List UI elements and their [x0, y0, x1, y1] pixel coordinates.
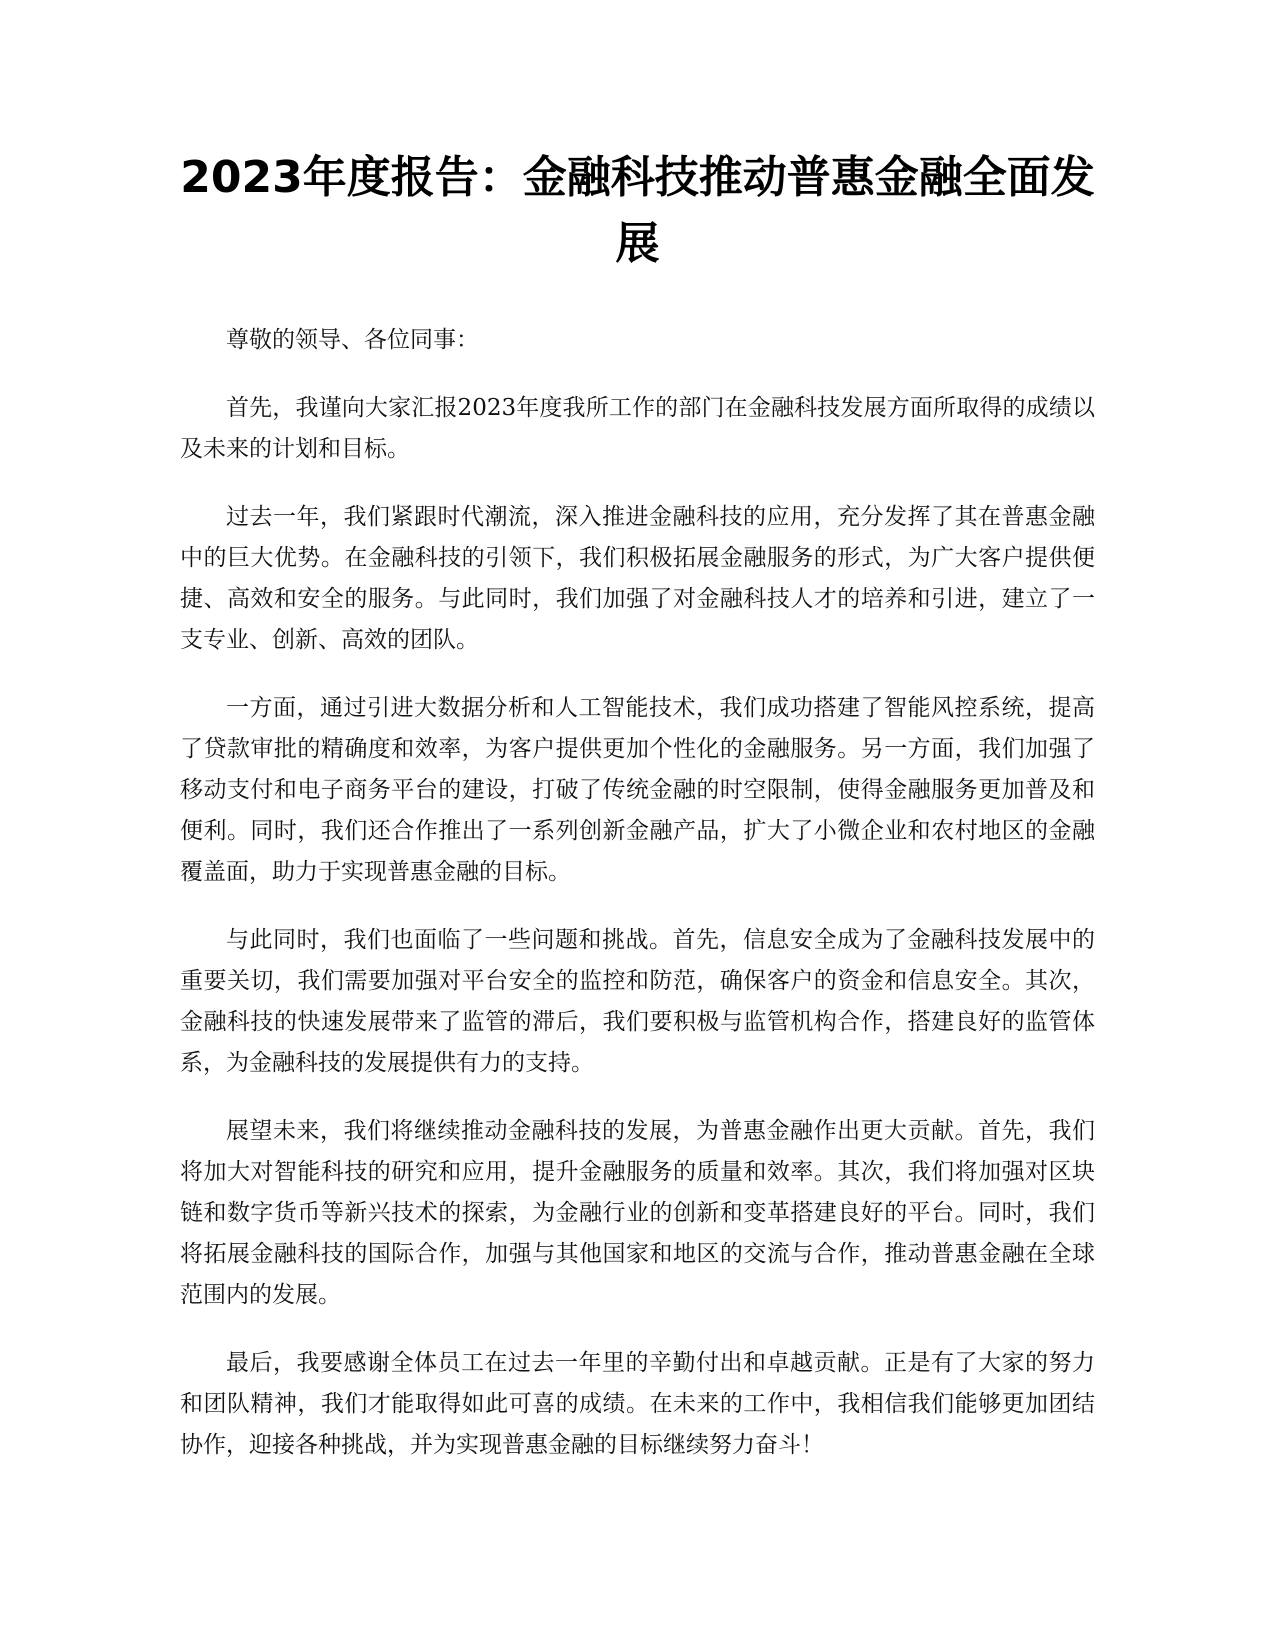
document-title: 2023年度报告：金融科技推动普惠金融全面发展 [180, 152, 1095, 269]
paragraph-salutation: 尊敬的领导、各位同事： [226, 327, 479, 353]
paragraph-intro: 首先，我谨向大家汇报2023年度我所工作的部门在金融科技发展方面所取得的成绩以及未来的计划和目标。 [180, 395, 1095, 462]
document-body [180, 320, 1095, 1493]
paragraph-achievements: 一方面，通过引进大数据分析和人工智能技术，我们成功搭建了智能风控系统，提高了贷款审批的精确度和效率，为客户提供更加个性化的金融服务。另一方面，我们加强了移动支付和电子商务平台的建设，打破了传统金融的时空限制，使得金融服务更加普及和便利。同时，我们还合作推出了一系列创新金融产品，扩大了小微企业和农村地区的金融覆盖面，助力于实现普惠金融的目标。 [180, 695, 1095, 885]
paragraph-challenges: 与此同时，我们也面临了一些问题和挑战。首先，信息安全成为了金融科技发展中的重要关切，我们需要加强对平台安全的监控和防范，确保客户的资金和信息安全。其次，金融科技的快速发展带来了监管的滞后，我们要积极与监管机构合作，搭建良好的监管体系，为金融科技的发展提供有力的支持。 [180, 927, 1095, 1076]
paragraph-outlook: 展望未来，我们将继续推动金融科技的发展，为普惠金融作出更大贡献。首先，我们将加大对智能科技的研究和应用，提升金融服务的质量和效率。其次，我们将加强对区块链和数字货币等新兴技术的探索，为金融行业的创新和变革搭建良好的平台。同时，我们将拓展金融科技的国际合作，加强与其他国家和地区的交流与合作，推动普惠金融在全球范围内的发展。 [180, 1118, 1095, 1308]
paragraph-past-year: 过去一年，我们紧跟时代潮流，深入推进金融科技的应用，充分发挥了其在普惠金融中的巨大优势。在金融科技的引领下，我们积极拓展金融服务的形式，为广大客户提供便捷、高效和安全的服务。与此同时，我们加强了对金融科技人才的培养和引进，建立了一支专业、创新、高效的团队。 [180, 504, 1095, 653]
paragraph-closing: 最后，我要感谢全体员工在过去一年里的辛勤付出和卓越贡献。正是有了大家的努力和团队精神，我们才能取得如此可喜的成绩。在未来的工作中，我相信我们能够更加团结协作，迎接各种挑战，并为实现普惠金融的目标继续努力奋斗！ [180, 1350, 1095, 1458]
